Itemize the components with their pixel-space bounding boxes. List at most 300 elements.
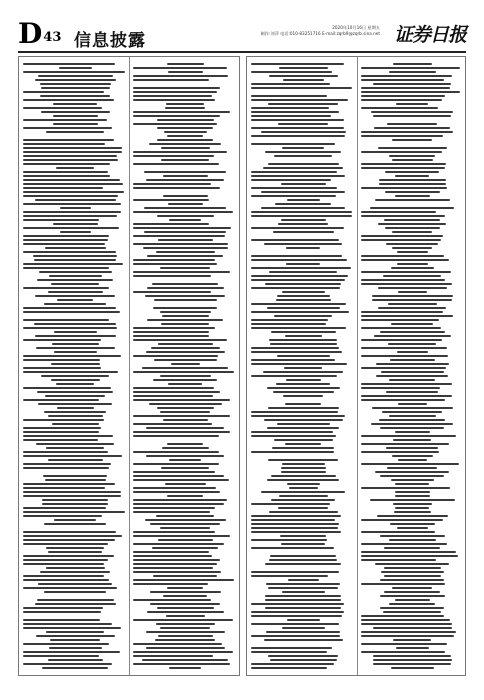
text-line xyxy=(23,559,108,561)
text-line xyxy=(133,327,215,329)
text-line xyxy=(171,363,200,365)
text-line xyxy=(361,615,444,617)
text-line xyxy=(275,203,331,205)
text-line xyxy=(57,407,94,409)
text-line xyxy=(274,315,332,317)
text-line xyxy=(261,131,346,133)
text-line xyxy=(133,243,228,245)
text-line xyxy=(251,415,345,417)
text-line xyxy=(133,95,212,97)
text-line xyxy=(251,115,331,117)
text-line xyxy=(23,655,99,657)
text-line xyxy=(386,447,438,449)
text-line xyxy=(382,411,442,413)
text-line xyxy=(380,595,445,597)
text-line xyxy=(269,339,337,341)
text-line xyxy=(23,119,107,121)
text-line xyxy=(394,511,431,513)
text-line xyxy=(158,539,213,541)
text-line xyxy=(133,99,215,101)
text-line xyxy=(361,435,456,437)
text-line xyxy=(378,147,447,149)
text-line xyxy=(23,399,99,401)
text-line xyxy=(46,547,104,549)
text-line xyxy=(379,419,445,421)
text-line xyxy=(378,223,446,225)
text-line xyxy=(392,455,433,457)
text-line xyxy=(133,123,217,125)
text-line xyxy=(133,371,234,373)
text-line xyxy=(385,227,440,229)
text-line xyxy=(23,627,121,629)
text-line xyxy=(133,399,230,401)
text-line xyxy=(35,79,116,81)
text-line xyxy=(33,255,117,257)
text-line xyxy=(36,443,114,445)
text-line xyxy=(133,263,217,265)
text-line xyxy=(251,603,344,605)
text-line xyxy=(147,319,223,321)
text-line xyxy=(49,275,102,277)
text-line xyxy=(54,331,97,333)
text-line xyxy=(396,103,428,105)
text-line xyxy=(23,435,113,437)
text-line xyxy=(251,531,341,533)
text-line xyxy=(23,191,124,193)
text-line xyxy=(145,295,225,297)
text-line xyxy=(133,511,210,513)
text-line xyxy=(154,359,217,361)
text-line xyxy=(23,539,115,541)
text-line xyxy=(23,71,125,73)
text-line xyxy=(385,171,439,173)
text-line xyxy=(361,255,444,257)
text-line xyxy=(53,103,97,105)
text-line xyxy=(361,87,450,89)
text-line xyxy=(384,591,440,593)
text-line xyxy=(168,203,203,205)
text-line xyxy=(251,71,332,73)
text-line xyxy=(286,247,320,249)
text-line xyxy=(54,351,97,353)
text-line xyxy=(266,583,340,585)
text-line xyxy=(387,467,437,469)
text-line xyxy=(396,647,429,649)
text-line xyxy=(133,555,212,557)
text-line xyxy=(23,175,110,177)
text-line xyxy=(372,295,453,297)
text-line xyxy=(398,459,427,461)
text-line xyxy=(361,95,445,97)
text-line xyxy=(392,231,432,233)
text-line xyxy=(23,163,110,165)
page-header xyxy=(18,18,466,50)
text-line xyxy=(133,435,219,437)
text-line xyxy=(285,403,321,405)
text-line xyxy=(361,75,452,77)
text-line xyxy=(251,647,332,649)
text-line xyxy=(53,123,98,125)
text-line xyxy=(361,531,435,533)
text-line xyxy=(23,287,109,289)
text-line xyxy=(380,607,444,609)
text-line xyxy=(156,515,214,517)
text-line xyxy=(23,487,105,489)
text-line xyxy=(167,587,203,589)
text-line xyxy=(133,79,209,81)
text-line xyxy=(23,607,103,609)
text-line xyxy=(23,243,105,245)
text-line xyxy=(389,415,436,417)
text-line xyxy=(133,451,219,453)
text-line xyxy=(389,155,435,157)
text-line xyxy=(23,235,109,237)
text-line xyxy=(133,471,215,473)
text-line xyxy=(398,291,427,293)
text-line xyxy=(133,355,218,357)
text-line xyxy=(133,151,227,153)
text-line xyxy=(279,67,328,69)
text-line xyxy=(251,175,345,177)
text-line xyxy=(23,663,112,665)
text-line xyxy=(35,295,115,297)
text-line xyxy=(44,591,106,593)
text-line xyxy=(373,83,451,85)
text-line xyxy=(35,603,116,605)
text-line xyxy=(361,211,436,213)
text-line xyxy=(395,483,429,485)
text-line xyxy=(23,147,122,149)
text-line xyxy=(23,127,112,129)
text-line xyxy=(38,403,112,405)
text-line xyxy=(23,427,101,429)
text-line xyxy=(373,659,452,661)
left-text-column-b xyxy=(133,61,237,671)
text-line xyxy=(378,307,446,309)
text-line xyxy=(145,519,226,521)
text-line xyxy=(133,503,224,505)
text-line xyxy=(133,271,230,273)
text-line xyxy=(269,511,338,513)
text-line xyxy=(143,247,228,249)
text-line xyxy=(23,575,104,577)
text-line xyxy=(163,195,208,197)
text-line xyxy=(380,535,445,537)
text-line xyxy=(374,335,451,337)
text-line xyxy=(163,419,208,421)
text-line xyxy=(133,199,209,201)
text-line xyxy=(268,587,338,589)
text-line xyxy=(48,551,102,553)
text-line xyxy=(23,611,101,613)
text-line xyxy=(157,607,214,609)
text-line xyxy=(146,179,224,181)
text-line xyxy=(23,507,106,509)
text-line xyxy=(163,175,208,177)
text-line xyxy=(373,655,451,657)
text-line xyxy=(146,427,224,429)
text-line xyxy=(361,583,445,585)
text-line xyxy=(23,579,109,581)
text-line xyxy=(150,591,221,593)
text-line xyxy=(277,423,330,425)
text-line xyxy=(388,343,436,345)
text-line xyxy=(265,283,341,285)
text-line xyxy=(23,203,121,205)
text-line xyxy=(361,559,436,561)
text-line xyxy=(251,95,327,97)
text-line xyxy=(271,499,335,501)
text-line xyxy=(251,119,344,121)
text-line xyxy=(133,67,227,69)
text-line xyxy=(270,555,336,557)
text-line xyxy=(277,355,330,357)
left-disclosure-block xyxy=(18,56,240,676)
text-line xyxy=(144,231,226,233)
text-line xyxy=(166,103,204,105)
text-line xyxy=(51,379,100,381)
text-line xyxy=(23,307,116,309)
text-line xyxy=(395,507,429,509)
text-line xyxy=(133,651,233,653)
text-line xyxy=(23,535,122,537)
text-line xyxy=(376,363,449,365)
text-line xyxy=(370,499,455,501)
section-title: 信息披露 xyxy=(74,31,146,51)
text-line xyxy=(386,391,438,393)
text-line xyxy=(375,563,449,565)
text-line xyxy=(393,63,432,65)
text-line xyxy=(59,67,92,69)
text-line xyxy=(162,315,209,317)
text-line xyxy=(361,347,447,349)
text-line xyxy=(133,87,220,89)
text-line xyxy=(142,659,228,661)
text-line xyxy=(23,263,123,265)
text-line xyxy=(133,559,220,561)
text-line xyxy=(361,327,441,329)
text-line xyxy=(133,531,215,533)
text-line xyxy=(381,371,444,373)
text-line xyxy=(251,363,347,365)
text-line xyxy=(144,171,226,173)
text-line xyxy=(133,599,211,601)
text-line xyxy=(48,459,103,461)
text-line xyxy=(133,331,209,333)
text-line xyxy=(46,447,104,449)
text-line xyxy=(133,479,229,481)
text-line xyxy=(372,407,453,409)
text-line xyxy=(388,303,437,305)
text-line xyxy=(251,527,338,529)
text-line xyxy=(265,563,341,565)
text-line xyxy=(133,551,209,553)
text-line xyxy=(361,135,443,137)
text-line xyxy=(23,99,114,101)
text-line xyxy=(41,111,110,113)
text-line xyxy=(142,367,228,369)
text-line xyxy=(23,211,121,213)
text-line xyxy=(168,71,203,73)
text-line xyxy=(167,495,203,497)
text-line xyxy=(37,599,114,601)
text-line xyxy=(281,471,326,473)
text-line xyxy=(361,215,445,217)
text-line xyxy=(361,235,443,237)
text-line xyxy=(251,611,344,613)
text-line xyxy=(251,323,326,325)
text-line xyxy=(146,631,225,633)
text-line xyxy=(371,111,453,113)
text-line xyxy=(361,367,446,369)
text-line xyxy=(271,331,336,333)
text-line xyxy=(41,87,110,89)
text-line xyxy=(36,347,115,349)
text-line xyxy=(251,255,342,257)
text-line xyxy=(278,223,328,225)
text-line xyxy=(169,219,201,221)
text-line xyxy=(153,307,217,309)
text-line xyxy=(39,271,112,273)
text-line xyxy=(251,351,342,353)
text-line xyxy=(158,343,213,345)
text-line xyxy=(133,499,227,501)
text-line xyxy=(23,107,102,109)
text-line xyxy=(395,495,430,497)
text-line xyxy=(361,631,456,633)
text-line xyxy=(147,611,224,613)
text-line xyxy=(251,99,348,101)
text-line xyxy=(251,279,345,281)
text-line xyxy=(167,135,203,137)
text-line xyxy=(373,663,451,665)
text-line xyxy=(371,423,453,425)
text-line xyxy=(282,147,324,149)
text-line xyxy=(264,243,342,245)
text-line xyxy=(279,495,328,497)
text-line xyxy=(251,519,335,521)
text-line xyxy=(281,543,325,545)
text-line xyxy=(264,419,343,421)
text-line xyxy=(164,131,207,133)
text-line xyxy=(251,411,338,413)
text-line xyxy=(42,499,108,501)
text-line xyxy=(152,547,218,549)
text-line xyxy=(373,115,451,117)
text-line xyxy=(391,267,434,269)
text-line xyxy=(385,191,440,193)
text-line xyxy=(384,547,440,549)
text-line xyxy=(251,211,352,213)
text-line xyxy=(380,427,444,429)
text-line xyxy=(274,439,333,441)
text-line xyxy=(251,127,344,129)
text-line xyxy=(23,563,104,565)
text-line xyxy=(23,367,101,369)
text-line xyxy=(361,67,460,69)
text-line xyxy=(133,115,220,117)
text-line xyxy=(167,443,203,445)
text-line xyxy=(282,463,325,465)
text-line xyxy=(251,431,333,433)
text-line xyxy=(40,571,110,573)
right-disclosure-block xyxy=(246,56,466,676)
text-line xyxy=(284,367,322,369)
text-line xyxy=(251,451,334,453)
text-line xyxy=(23,251,116,253)
text-line xyxy=(251,171,337,173)
text-line xyxy=(361,79,444,81)
text-line xyxy=(251,319,328,321)
text-line xyxy=(133,583,208,585)
text-line xyxy=(397,263,428,265)
text-line xyxy=(378,287,447,289)
text-line xyxy=(392,159,433,161)
text-line xyxy=(386,243,438,245)
date-line: 2020年10月16日 星期五 xyxy=(332,25,380,30)
text-line xyxy=(133,111,230,113)
text-line xyxy=(169,459,201,461)
text-line xyxy=(267,427,339,429)
text-line xyxy=(265,151,341,153)
text-line xyxy=(395,195,430,197)
text-line xyxy=(151,347,220,349)
text-line xyxy=(23,359,100,361)
text-line xyxy=(38,583,112,585)
text-line xyxy=(56,383,94,385)
text-line xyxy=(361,99,442,101)
text-line xyxy=(383,275,441,277)
text-line xyxy=(45,395,105,397)
text-line xyxy=(361,271,451,273)
text-line xyxy=(48,415,103,417)
text-line xyxy=(165,107,205,109)
text-line xyxy=(160,527,210,529)
text-line xyxy=(392,587,432,589)
text-line xyxy=(282,627,325,629)
text-line xyxy=(23,171,108,173)
text-line xyxy=(251,303,346,305)
text-line xyxy=(44,411,106,413)
text-line xyxy=(268,459,338,461)
text-line xyxy=(163,595,207,597)
text-line xyxy=(23,239,108,241)
text-line xyxy=(133,431,230,433)
text-line xyxy=(23,267,109,269)
text-line xyxy=(156,251,215,253)
text-line xyxy=(45,247,106,249)
text-line xyxy=(361,443,449,445)
text-line xyxy=(48,291,103,293)
text-line xyxy=(133,235,225,237)
text-line xyxy=(361,167,445,169)
text-line xyxy=(374,127,450,129)
text-line xyxy=(361,487,450,489)
text-line xyxy=(361,163,446,165)
left-column-divider xyxy=(129,57,130,676)
text-line xyxy=(23,511,125,513)
text-line xyxy=(133,183,211,185)
text-line xyxy=(160,411,210,413)
text-line xyxy=(389,603,435,605)
text-line xyxy=(161,159,209,161)
text-line xyxy=(380,475,444,477)
text-line xyxy=(157,215,214,217)
text-line xyxy=(23,387,111,389)
text-line xyxy=(251,503,330,505)
text-line xyxy=(384,575,441,577)
text-line xyxy=(49,647,102,649)
